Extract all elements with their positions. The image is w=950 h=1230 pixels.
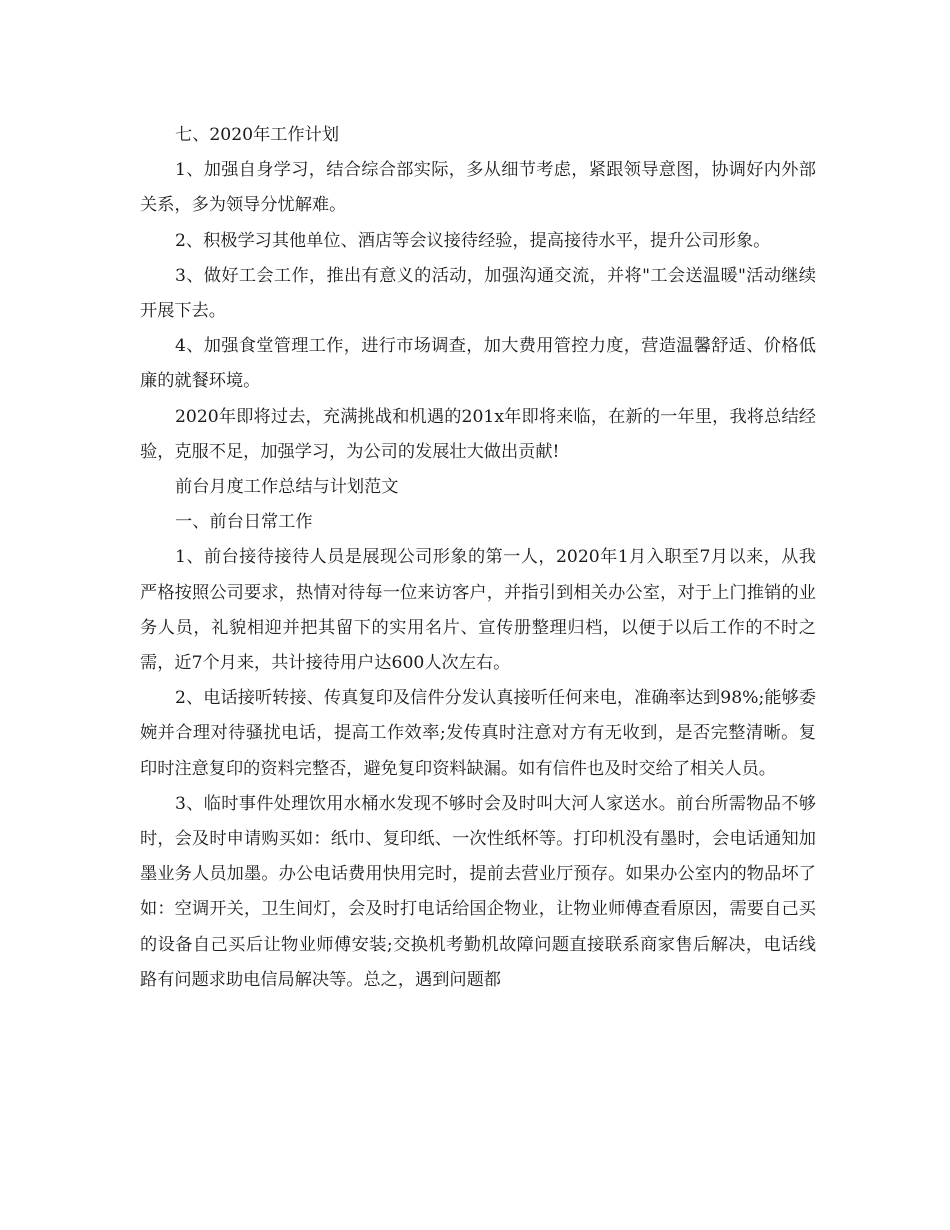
plan-item-3: 3、做好工会工作，推出有意义的活动，加强沟通交流，并将"工会送温暖"活动继续开展下去。	[140, 265, 816, 322]
section-heading-daily-work: 一、前台日常工作	[175, 512, 313, 533]
plan-item-1: 1、加强自身学习，结合综合部实际，多从细节考虑，紧跟领导意图，协调好内外部关系，多为领导分忧解难。	[140, 160, 816, 216]
daily-work-item-3: 3、临时事件处理饮用水桶水发现不够时会及时叫大河人家送水。前台所需物品不够时，会及时申请购买如：纸巾、复印纸、一次性纸杯等。打印机没有墨时，会电话通知加墨业务人员加墨。办公电话费用快用完时，提前去营业厅预存。如果办公室内的物品坏了如：空调开关，卫生间灯，会及时打电话给国企物业，让物业师傅查看原因，需要自己买的设备自己买后让物业师傅安装;交换机考勤机故障问题直接联系商家售后解决，电话线路有问题求助电信局解决等。总之，遇到问题都	[140, 793, 816, 990]
closing-paragraph: 2020年即将过去，充满挑战和机遇的201x年即将来临，在新的一年里，我将总结经验，克服不足，加强学习，为公司的发展壮大做出贡献!	[140, 406, 816, 462]
article-title: 前台月度工作总结与计划范文	[175, 477, 399, 498]
daily-work-item-1: 1、前台接待接待人员是展现公司形象的第一人，2020年1月入职至7月以来，从我严格按照公司要求，热情对待每一位来访客户，并指引到相关办公室，对于上门推销的业务人员，礼貌相迎并把其留下的实用名片、宣传册整理归档，以便于以后工作的不时之需，近7个月来，共计接待用户达600人次左右。	[140, 547, 816, 674]
plan-item-2: 2、积极学习其他单位、酒店等会议接待经验，提高接待水平，提升公司形象。	[175, 230, 771, 251]
plan-item-4: 4、加强食堂管理工作，进行市场调查，加大费用管控力度，营造温馨舒适、价格低廉的就餐环境。	[140, 336, 816, 392]
section-heading-2020-plan: 七、2020年工作计划	[175, 125, 340, 145]
daily-work-item-2: 2、电话接听转接、传真复印及信件分发认真接听任何来电，准确率达到98%;能够委婉并合理对待骚扰电话，提高工作效率;发传真时注意对方有无收到，是否完整清晰。复印时注意复印的资料完整否，避免复印资料缺漏。如有信件也及时交给了相关人员。	[140, 688, 816, 779]
document-body	[140, 118, 816, 998]
